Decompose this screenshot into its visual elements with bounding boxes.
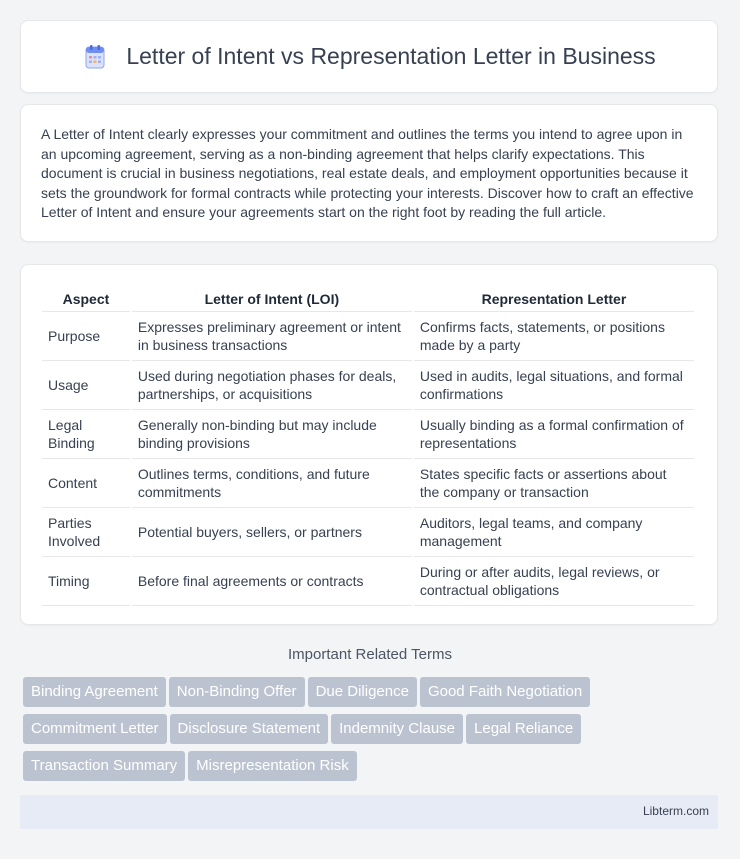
related-term-tag[interactable]: Legal Reliance [466,714,581,744]
related-term-tag[interactable]: Non-Binding Offer [169,677,305,707]
table-cell-representation: Auditors, legal teams, and company management [414,508,694,557]
table-cell-loi: Expresses preliminary agreement or intent in business transactions [132,312,412,361]
table-cell-aspect: Content [42,459,130,508]
comparison-table [40,283,696,606]
table-cell-aspect: Purpose [42,312,130,361]
header-card [20,20,718,93]
related-term-tag[interactable]: Indemnity Clause [331,714,463,744]
header [82,43,655,70]
table-cell-loi: Potential buyers, sellers, or partners [132,508,412,557]
intro-text: A Letter of Intent clearly expresses your commitment and outlines the terms you intend to agree upon in an upcoming agreement, serving as a non-binding agreement that helps clarify expectations. This document is crucial in business negotiations, real estate deals, and employment opportunities because it sets the groundwork for formal contracts while protecting your interests. Discover how to craft an effective Letter of Intent and ensure your agreements start on the right foot by reading the full article. [41,126,694,220]
related-term-tag[interactable]: Misrepresentation Risk [188,751,357,781]
comparison-card [20,264,718,625]
related-term-tag[interactable]: Due Diligence [308,677,417,707]
table-cell-loi: Before final agreements or contracts [132,557,412,606]
table-row [42,508,694,557]
intro-card [20,104,718,242]
table-row [42,410,694,459]
table-row [42,459,694,508]
table-cell-aspect: Timing [42,557,130,606]
footer [20,795,718,829]
column-header-loi: Letter of Intent (LOI) [132,283,412,312]
table-header-row [42,283,694,312]
document-icon [82,44,108,70]
table-cell-representation: During or after audits, legal reviews, or contractual obligations [414,557,694,606]
table-cell-aspect: Parties Involved [42,508,130,557]
table-cell-loi: Used during negotiation phases for deals, partnerships, or acquisitions [132,361,412,410]
table-row [42,557,694,606]
table-cell-loi: Generally non-binding but may include binding provisions [132,410,412,459]
table-cell-representation: Used in audits, legal situations, and formal confirmations [414,361,694,410]
related-term-tag[interactable]: Binding Agreement [23,677,166,707]
related-term-tag[interactable]: Transaction Summary [23,751,185,781]
related-term-tag[interactable]: Good Faith Negotiation [420,677,590,707]
footer-site-link[interactable]: Libterm.com [642,804,709,818]
table-cell-loi: Outlines terms, conditions, and future commitments [132,459,412,508]
table-cell-aspect: Legal Binding [42,410,130,459]
table-cell-representation: States specific facts or assertions about the company or transaction [414,459,694,508]
related-term-tag[interactable]: Disclosure Statement [170,714,329,744]
column-header-representation: Representation Letter [414,283,694,312]
table-row [42,361,694,410]
related-terms-title: Important Related Terms [288,646,452,663]
related-term-tag[interactable]: Commitment Letter [23,714,167,744]
table-cell-representation: Confirms facts, statements, or positions made by a party [414,312,694,361]
table-row [42,312,694,361]
related-terms-list [23,677,703,788]
table-cell-representation: Usually binding as a formal confirmation of representations [414,410,694,459]
column-header-aspect: Aspect [42,283,130,312]
page-title: Letter of Intent vs Representation Letter in Business [126,43,656,69]
table-cell-aspect: Usage [42,361,130,410]
